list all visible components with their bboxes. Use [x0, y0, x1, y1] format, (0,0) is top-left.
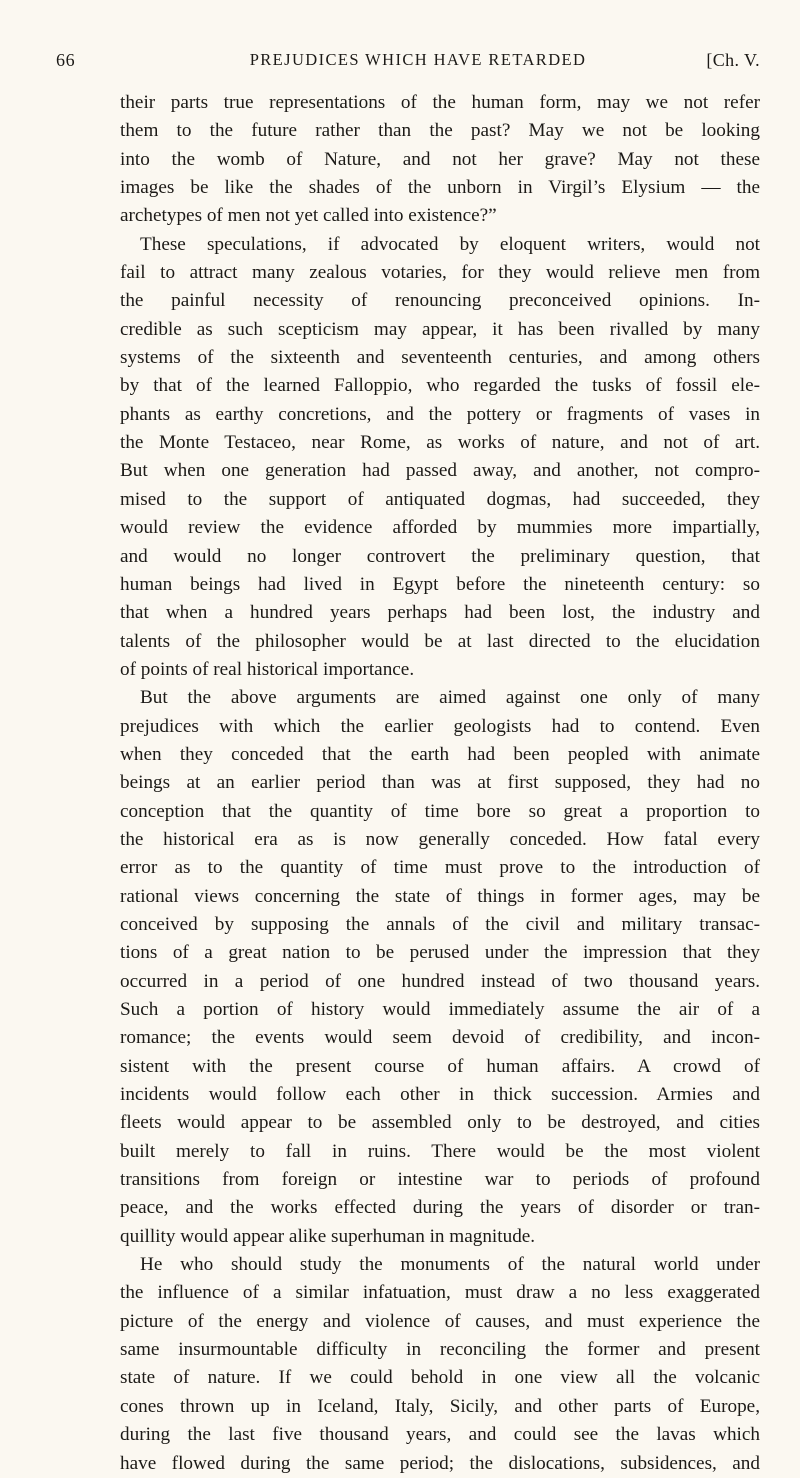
text-line: fail to attract many zealous votaries, for they would relieve men from: [120, 262, 760, 284]
text-line: of points of real historical importance.: [120, 658, 415, 680]
text-line: images be like the shades of the unborn in Virgil’s Elysium — the: [120, 177, 760, 199]
text-line: sistent with the present course of human affairs. A crowd of: [120, 1055, 760, 1077]
text-line: mised to the support of antiquated dogmas, had succeeded, they: [120, 488, 760, 510]
text-line: talents of the philosopher would be at last directed to the elucidation: [120, 630, 760, 652]
text-line: systems of the sixteenth and seventeenth centuries, and among others: [120, 347, 760, 369]
text-line: have flowed during the same period; the dislocations, subsidences, and: [120, 1452, 760, 1474]
chapter-marker: [Ch. V.: [706, 50, 760, 70]
text-line: state of nature. If we could behold in one view all the volcanic: [120, 1367, 760, 1389]
text-line: the historical era as is now generally conceded. How fatal every: [120, 828, 760, 850]
text-line: the Monte Testaceo, near Rome, as works of nature, and not of art.: [120, 432, 760, 454]
text-line: and would no longer controvert the preliminary question, that: [120, 545, 760, 567]
text-line: that when a hundred years perhaps had been lost, the industry and: [120, 602, 760, 624]
text-line: prejudices with which the earlier geologists had to contend. Even: [120, 715, 760, 737]
text-line: their parts true representations of the human form, may we not refer: [120, 92, 760, 113]
text-line: tions of a great nation to be perused under the impression that they: [120, 942, 760, 964]
text-line: during the last five thousand years, and could see the lavas which: [120, 1424, 760, 1446]
text-line: Such a portion of history would immediately assume the air of a: [120, 999, 760, 1020]
text-line: beings at an earlier period than was at first supposed, they had no: [120, 772, 760, 794]
running-head: [56, 50, 760, 80]
page-number: 66: [56, 50, 76, 70]
text-line: the painful necessity of renouncing preconceived opinions. In-: [120, 290, 760, 312]
body-text: [120, 89, 760, 1478]
text-line: archetypes of men not yet called into existence?”: [120, 205, 497, 227]
text-line: occurred in a period of one hundred instead of two thousand years.: [120, 970, 760, 992]
text-line: incidents would follow each other in thick succession. Armies and: [120, 1084, 760, 1106]
text-line: conception that the quantity of time bore so great a proportion to: [120, 800, 760, 822]
text-line: rational views concerning the state of things in former ages, may be: [120, 885, 760, 907]
text-line: romance; the events would seem devoid of credibility, and incon-: [120, 1027, 760, 1049]
text-line: phants as earthy concretions, and the pottery or fragments of vases in: [120, 403, 760, 425]
running-title: PREJUDICES WHICH HAVE RETARDED: [249, 50, 587, 69]
text-line: cones thrown up in Iceland, Italy, Sicily, and other parts of Europe,: [120, 1395, 760, 1417]
text-line: same insurmountable difficulty in reconciling the former and present: [120, 1339, 760, 1361]
text-line: conceived by supposing the annals of the civil and military transac-: [120, 913, 760, 935]
text-line: into the womb of Nature, and not her grave? May not these: [120, 148, 760, 170]
text-line: fleets would appear to be assembled only to be destroyed, and cities: [120, 1112, 760, 1134]
text-line: human beings had lived in Egypt before the nineteenth century: so: [120, 573, 760, 595]
text-line: would review the evidence afforded by mummies more impartially,: [120, 517, 760, 539]
text-line: built merely to fall in ruins. There would be the most violent: [120, 1140, 760, 1162]
text-line: when they conceded that the earth had been peopled with animate: [120, 743, 760, 765]
text-line: quillity would appear alike superhuman in magnitude.: [120, 1225, 536, 1247]
text-line: them to the future rather than the past? May we not be looking: [120, 120, 760, 142]
text-line: the influence of a similar infatuation, must draw a no less exaggerated: [120, 1282, 760, 1304]
text-line: These speculations, if advocated by eloquent writers, would not: [140, 233, 760, 255]
text-line: by that of the learned Falloppio, who regarded the tusks of fossil ele-: [120, 375, 760, 397]
text-line: He who should study the monuments of the natural world under: [140, 1254, 760, 1276]
text-line: But when one generation had passed away, and another, not compro-: [120, 460, 760, 482]
text-line: But the above arguments are aimed against one only of many: [140, 687, 760, 709]
text-line: transitions from foreign or intestine war to periods of profound: [120, 1169, 760, 1191]
text-line: peace, and the works effected during the years of disorder or tran-: [120, 1197, 760, 1219]
text-line: error as to the quantity of time must prove to the introduction of: [120, 857, 760, 879]
text-line: picture of the energy and violence of causes, and must experience the: [120, 1310, 760, 1332]
text-line: credible as such scepticism may appear, it has been rivalled by many: [120, 318, 760, 340]
